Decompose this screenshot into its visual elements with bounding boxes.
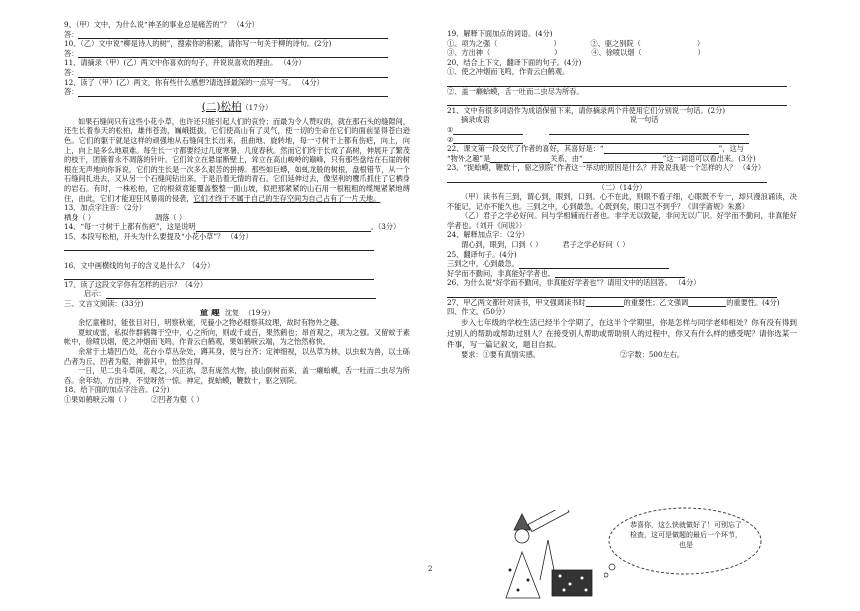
tonggu-p3: 余常于土墙凹凸处，花台小草丛杂处，蹲其身，使与台齐；定神细视，以丛草为林，以虫蚁为兽，以土砾凸者为丘，凹者为壑，神游其中，怡然自得。 [64, 347, 410, 366]
q19: 19、解释下面加点的词语。(4分) [447, 29, 553, 38]
answer-blank-26[interactable] [447, 288, 797, 298]
q17: 17、读了这段文字你有怎样的启示？（4分） [64, 279, 208, 289]
q18-items: ①果如鹤唳云端（ ） ②凹者为壑（ ） [64, 394, 204, 404]
q9: 9、（甲）文中，为什么说“神圣的事业总是痛苦的”？ （4分） [64, 20, 259, 29]
answer-blank[interactable] [490, 154, 550, 163]
q16: 16、文中画横线的句子的含义是什么？（4分） [64, 260, 215, 270]
q23: 23、“捉蛤蟆，鞭数十，驱之别院”作者这一举动的原因是什么？并说说我是一个怎样的人？ （4分） [447, 163, 766, 173]
q25-2: 好学而不勤问，非真能好学者也。 [447, 269, 797, 279]
answer-blank-20-1[interactable] [447, 77, 797, 87]
answer-blank[interactable] [106, 290, 376, 299]
answer-blank[interactable] [196, 223, 371, 232]
wizard-telescope-illustration [478, 510, 598, 600]
q25: 25、翻译句子。(4分) [447, 249, 517, 259]
answer-blank[interactable] [519, 260, 669, 269]
answer-line-12: 答： [64, 87, 410, 97]
sentence-blank[interactable] [549, 135, 749, 144]
left-column [64, 20, 410, 405]
sub-section-2: （二）（14分） [597, 182, 647, 192]
section-4-title: 四、作文。(50分） [447, 307, 510, 317]
q27: 27、甲乙两文都针对读书，甲文强调读书时 的重要性；乙文强调 的重要性。(4分) [447, 297, 780, 307]
q25-1: 三到之中，心到最急。 [447, 259, 797, 269]
q21-row-1: ① [447, 125, 797, 135]
section-3-title: 三、文言文阅读：(33分) [64, 299, 144, 309]
tonggu-p4: 一日，见二虫斗草间，观之，兴正浓，忽有庞然大物，拔山倒树而来，盖一癞蛤蟆，舌一吐而二虫尽为所吞。余年幼，方出神，不觉呀然一惊。神定，捉蛤蟆，鞭数十，驱之别院。 [64, 366, 410, 385]
answer-blank[interactable] [604, 145, 719, 154]
answer-blank[interactable] [555, 269, 685, 278]
spacer [64, 251, 410, 261]
q15: 15、本段写松柏，开头为什么要提及“小花小草”？ （4分） [64, 231, 253, 241]
answer-blank-23[interactable] [447, 173, 797, 183]
answer-blank[interactable] [586, 298, 624, 307]
q18: 18、给下面的加点字注音。(2分) [64, 385, 170, 395]
right-column [447, 29, 797, 361]
answer-line-10: 答： [64, 49, 410, 59]
answer-blank[interactable] [78, 88, 388, 97]
pine-passage: 如果石缝间只有这些小花小草，也许还只能引起人们的哀怜；而最为令人赞叹的，就在那石头的缝隙间，还生长着参天的松柏，雄伟苍劲，巍峨挺拔，它们使高山有了灵气，使一切的生命在它们的面前显得苍白逊色。它们的躯干就是这样的顽强地从石缝间生长出来，扭曲地、旋转地，每一寸树干上都有伤疤，向上，向上，向上是多么地艰难。每生长一寸都要经过几度寒暑，几度春秋。然而它们终于长成了高树，伸展开了繁茂的枝干，团簇着永不凋落的针叶。它们耸立在悬崖断壁上，耸立在高山峻岭的巅峰，只有那些盘结在石崖的树根在无声地向你诉说，它们的生长是一次多么艰苦的拼搏。那些如巨蟒，如虬龙般的树根，盘根错节，从一个石缝间扎进去，又从另一个石缝间钻出来，于是沿着无情的青石，它们延伸过去，像坚利的鹰爪抓住了它栖身的岩石。有时，一株松柏，它的根须竟能覆盖整整一面山坡，似把那紧紧的山石用一根粗粗的缆绳紧紧地缚住，由此，它们才能迎狂风暴雨的侵袭，它们才终于不属于自己的生存空间为自己占有了一片天地。 [64, 116, 410, 203]
q22: 22、课文第一段交代了作者的喜好，其喜好是：“ ”，这与 [447, 144, 744, 154]
section-2-title: (二)松柏（17分） [201, 100, 273, 113]
answer-blank[interactable] [583, 154, 663, 163]
q19-row-2: ③、方出神（ ） ④、徐喷以烟（ ） [447, 48, 705, 58]
answer-blank[interactable] [78, 49, 388, 58]
q26: 26、为什么说“好学而不勤问，非真能好学者也”？请用文中的话回答。 （4分） [447, 278, 701, 288]
q20-1: ①、使之冲烟而飞鸣，作青云白鹤观。 [447, 67, 570, 77]
sentence-blank[interactable] [549, 126, 749, 135]
passage-yi: （乙）君子之学必好问。问与学相辅而行者也。非学无以致疑，非问无以广识。好学而不勤问，非真能好学者也。（刘开《问说》） [447, 211, 797, 230]
speech-bubble-text: 恭喜你，这么快就做好了！可别忘了检查，这可是做题的最后一个环节，也是 [630, 521, 742, 549]
page-number: 2 [428, 565, 433, 573]
answer-blank-15[interactable] [64, 241, 410, 251]
answer-line-9: 答： [64, 30, 410, 40]
q20-2: ②、盖一癞蛤蟆，舌一吐而二虫尽为所吞。 [447, 86, 584, 96]
answer-line-11: 答： [64, 68, 410, 78]
tonggu-p1: 余忆童稚时，能张目对日，明察秋毫，见藐小之物必细察其纹理，故时有物外之趣。 [78, 318, 344, 328]
answer-blank-20-2[interactable] [447, 96, 797, 106]
idiom-blank[interactable] [453, 126, 523, 135]
essay-prompt: 步入七年级的学校生活已经半个学期了，在这半个学期里，你是怎样与同学老师相处？你有没有得到过别人的帮助或帮助过别人？在接受别人帮助或帮助别人的过程中，你又有什么样的感受呢？请你选某一件事，写一篇记叙文，题目自拟。 [447, 317, 797, 349]
q10: 10、（乙）文中说“柳是诗人的树”，搜索你的积累，请你写一句关于柳的诗句。(2分) [64, 39, 332, 49]
q19-row-1: ①、项为之强（ ） ②、驱之别院（ ） [447, 38, 705, 48]
q21-heads: 摘录成语 说一句话 [461, 115, 659, 125]
q13: 13、加点字注音：（2分） [64, 203, 146, 213]
q13-items: 栖身（ ） 凋落（ ） [64, 212, 187, 222]
q20: 20、结合上下文，翻译下面的句子。(4分) [447, 57, 582, 67]
q11: 11、请摘录（甲）(乙）两文中你喜欢的句子，并说说喜欢的理由。 （4分） [64, 58, 306, 68]
q24-items: 谓心到，眼到，口到（ ） 君子之学必好问（ ） [461, 240, 630, 250]
q21-row-2: ② [447, 135, 797, 145]
q21: 21、文中有很多词语作为成语保留下来，请你摘录两个并使用它们分别说一句话。(2分) [447, 105, 726, 115]
idiom-blank[interactable] [453, 135, 523, 144]
q24: 24、解释加点字：（2分） [447, 230, 529, 240]
answer-blank[interactable] [688, 298, 726, 307]
q14: 14、“每一寸树干上都有伤疤”，这是说明 。（3分） [64, 222, 401, 232]
tonggu-p2: 夏蚊成雷，私拟作群鹤舞于空中，心之所向，则或千或百，果然鹤也；昂首观之，项为之强。又留蚊于素帐中，徐喷以烟，使之冲烟而飞鸣，作青云白鹤观，果如鹤唳云端，为之怡然称快。 [64, 327, 410, 347]
tonggu-heading: 童 趣 沈复 （19分） [199, 308, 275, 318]
passage-jia: （甲）读书有三到，谓心到，眼到，口到。心不在此，则眼不看子细，心眼既不专一，却只漫浪诵读，决不能记，记亦不能久也。三到之中，心到最急。心既到矣，眼口岂不到乎？《训学斋规》朱熹） [447, 192, 797, 211]
answer-blank[interactable] [78, 69, 388, 78]
essay-requirements: 要求：①要有真情实感。 ②字数：500左右。 [461, 349, 685, 359]
answer-blank-16[interactable] [64, 270, 410, 280]
answer-blank[interactable] [78, 30, 388, 39]
q12: 12、读了（甲）(乙）两文，你有些什么感想?请选择最深的一点写一写。 （4分） [64, 77, 324, 87]
q17-answer: 启示： [64, 289, 410, 299]
q22-cont: “物外之趣”是 关系，由“ ”这一词语可以看出来。(3分) [447, 153, 756, 163]
